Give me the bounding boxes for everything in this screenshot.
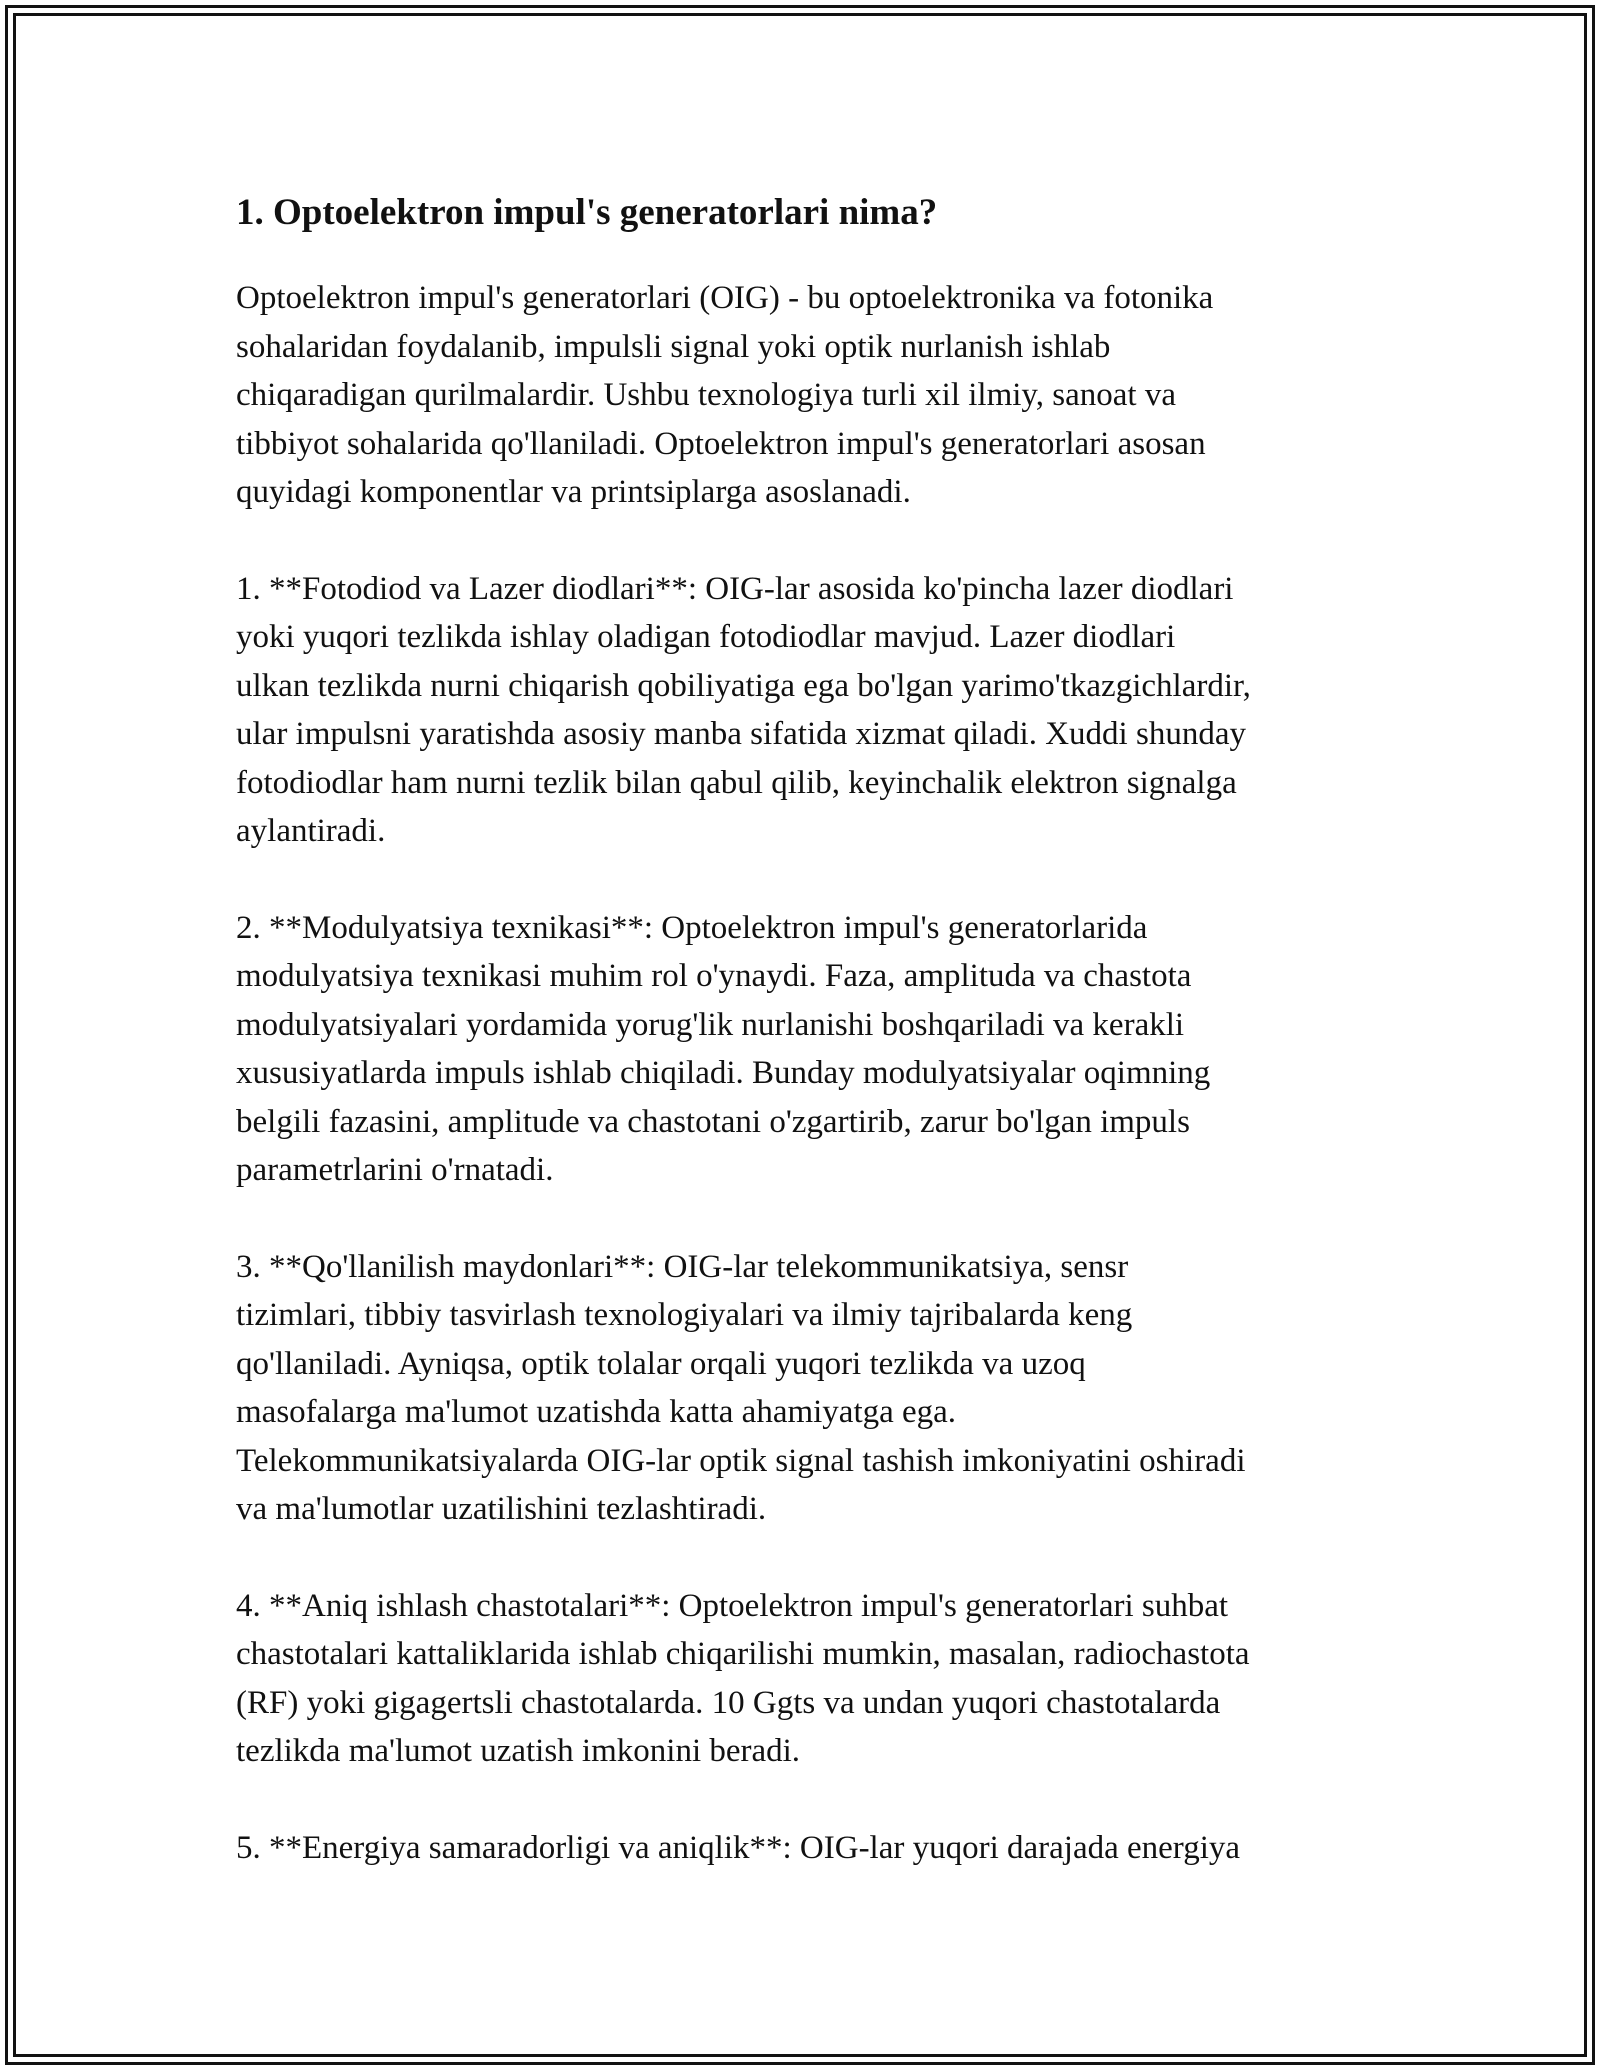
document-body: [236, 188, 1376, 1920]
item-3-paragraph: 3. **Qo'llanilish maydonlari**: OIG-lar telekommunikatsiya, sensr tizimlari, tibbiy tasvirlash texnologiyalari va ilmiy tajribalarda keng qo'llaniladi. Ayniqsa, optik tolalar orqali yuqori tezlikda va uzoq masofalarga ma'lumot uzatishda katta ahamiyatga ega. Telekommunikatsiyalarda OIG-lar optik signal tashish imkoniyatini oshiradi va ma'lumotlar uzatilishini tezlashtiradi.: [236, 1248, 1246, 1527]
item-1-paragraph: 1. **Fotodiod va Lazer diodlari**: OIG-lar asosida ko'pincha lazer diodlari yoki yuqori tezlikda ishlay oladigan fotodiodlar mavjud. Lazer diodlari ulkan tezlikda nurni chiqarish qobiliyatiga ega bo'lgan yarimo'tkazgichlardir, ular impulsni yaratishda asosiy manba sifatida xizmat qiladi. Xuddi shunday fotodiodlar ham nurni tezlik bilan qabul qilib, keyinchalik elektron signalga aylantiradi.: [236, 570, 1251, 849]
intro-paragraph: Optoelektron impul's generatorlari (OIG) - bu optoelektronika va fotonika sohalaridan foydalanib, impulsli signal yoki optik nurlanish ishlab chiqaradigan qurilmalardir. Ushbu texnologiya turli xil ilmiy, sanoat va tibbiyot sohalarida qo'llaniladi. Optoelektron impul's generatorlari asosan quyidagi komponentlar va printsiplarga asoslanadi.: [236, 280, 1214, 510]
item-5-paragraph: 5. **Energiya samaradorligi va aniqlik**: OIG-lar yuqori darajada energiya: [236, 1829, 1241, 1866]
item-4-paragraph: 4. **Aniq ishlash chastotalari**: Optoelektron impul's generatorlari suhbat chastotalari kattaliklarida ishlab chiqarilishi mumkin, masalan, radiochastota (RF) yoki gigagertsli chastotalarda. 10 Ggts va undan yuqori chastotalarda tezlikda ma'lumot uzatish imkonini beradi.: [236, 1587, 1250, 1769]
section-heading: 1. Optoelektron impul's generatorlari nima?: [236, 192, 938, 233]
item-2-paragraph: 2. **Modulyatsiya texnikasi**: Optoelektron impul's generatorlarida modulyatsiya texnikasi muhim rol o'ynaydi. Faza, amplituda va chastota modulyatsiyalari yordamida yorug'lik nurlanishi boshqariladi va kerakli xususiyatlarda impuls ishlab chiqiladi. Bunday modulyatsiyalar oqimning belgili fazasini, amplitude va chastotani o'zgartirib, zarur bo'lgan impuls parametrlarini o'rnatadi.: [236, 909, 1211, 1188]
